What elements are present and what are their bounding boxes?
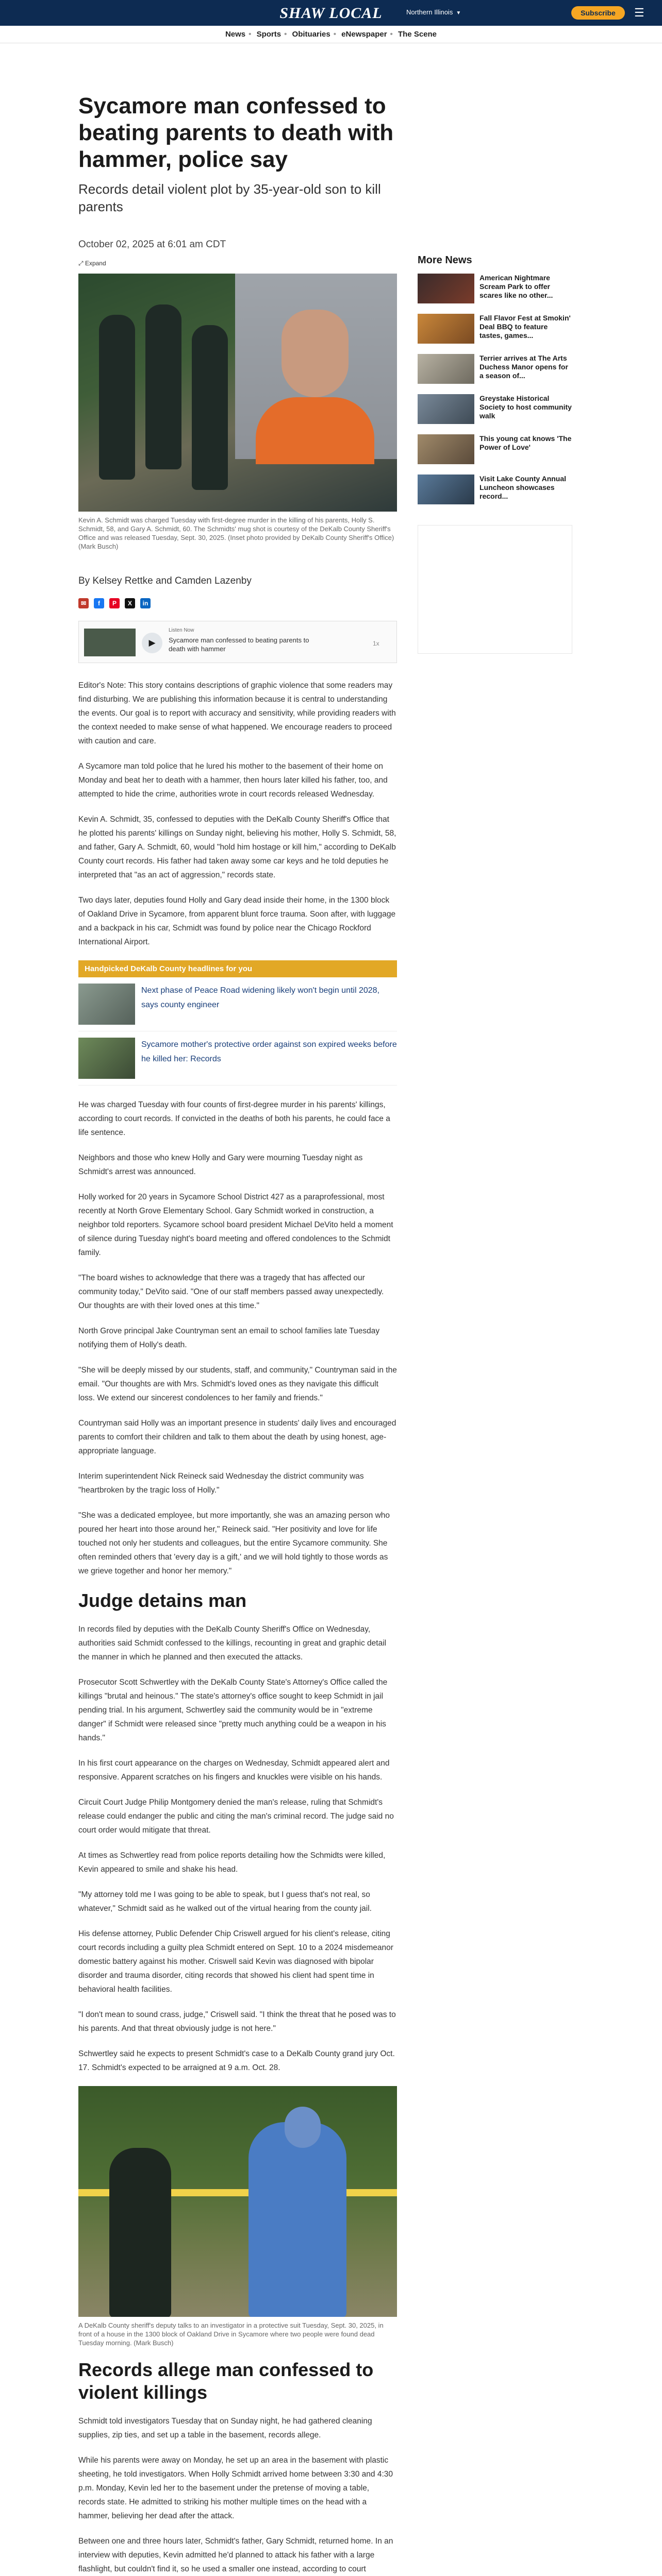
article-date: October 02, 2025 at 6:01 am CDT (78, 239, 226, 250)
article-paragraph: Holly worked for 20 years in Sycamore School District 427 as a paraprofessional, most recently at North Grove Elementary School. Gary Schmidt worked in construction, a neighbor told reporters. Sycamore school board president Michael DeVito held a moment of silence during Tuesday night's board meeting and offered condolences to the Schmidt family. (78, 1193, 393, 1257)
more-news-thumbnail (418, 474, 474, 504)
more-news-item[interactable] (418, 314, 572, 344)
headline-link[interactable]: Sycamore mother's protective order against son expired weeks before he killed her: Records (141, 1040, 397, 1063)
expand-icon: ⤢ (78, 260, 85, 267)
more-news-thumbnail (418, 394, 474, 424)
mugshot-inset (235, 274, 397, 459)
photo-figure (285, 2107, 321, 2148)
article-paragraph: Interim superintendent Nick Reineck said Wednesday the district community was "heartbroken by the tragic loss of Holly." (78, 1472, 364, 1495)
share-bar (78, 598, 397, 608)
headline-thumbnail (78, 984, 135, 1025)
article-paragraph: "She was a dedicated employee, but more importantly, she was an amazing person who poured her heart into those around her," Reineck said. "Her positivity and love for life touched not only her students and colleagues, but the entire Sycamore community. She often reminded others that 'every day is a gift,' and we will hold tightly to those words as we grieve together and honor her memory." (78, 1511, 390, 1575)
subscribe-button[interactable]: Subscribe (571, 6, 625, 20)
nav-item-obituaries[interactable]: Obituaries (292, 30, 330, 39)
chevron-down-icon: ▼ (456, 10, 461, 16)
nav-separator: • (390, 30, 393, 39)
article-paragraph: Neighbors and those who knew Holly and Gary were mourning Tuesday night as Schmidt's arrest was announced. (78, 1154, 363, 1176)
nav-separator: • (249, 30, 252, 39)
scene-photo[interactable] (78, 2086, 397, 2317)
photo-figure (99, 315, 135, 480)
more-news-link[interactable]: Terrier arrives at The Arts Duchess Manor opens for a season of... (479, 354, 568, 380)
site-logo[interactable]: SHAW LOCAL (279, 5, 383, 22)
audio-label: Listen Now (169, 628, 194, 633)
more-news-link[interactable]: Fall Flavor Fest at Smokin' Deal BBQ to feature tastes, games... (479, 314, 571, 340)
audio-thumbnail (84, 629, 136, 656)
article-subhead: Records detail violent plot by 35-year-old son to kill parents (78, 181, 381, 214)
article-paragraph: His defense attorney, Public Defender Chip Criswell argued for his client's release, citing court records including a guilty plea Schmidt entered on Sept. 10 to a 2024 misdemeanor domestic battery against his mother. Criswell said Kevin was diagnosed with bipolar disorder and trauma disorder, citing records that showed his client had spent time in behavioral health facilities. (78, 1929, 393, 1994)
photo-figure (109, 2148, 171, 2317)
more-news-title: More News (418, 255, 472, 266)
photo-figure (249, 2122, 346, 2317)
main-nav (0, 26, 662, 43)
photo-figure (145, 304, 181, 469)
article-paragraph: Schmidt told investigators Tuesday that on Sunday night, he had gathered cleaning supplies, zip ties, and set up a table in the basement, records allege. (78, 2417, 372, 2439)
handpicked-headlines (78, 960, 397, 1086)
article (78, 93, 397, 2576)
more-news-item[interactable] (418, 474, 572, 504)
article-paragraph: Two days later, deputies found Holly and Gary dead inside their home, in the 1300 block of Oakland Drive in Sycamore, from apparent blunt force trauma. Soon after, with luggage and a backpack in his car, Schmidt was found by police near the Chicago Rockford International Airport. (78, 896, 396, 946)
headline-thumbnail (78, 1038, 135, 1079)
section-heading: Judge detains man (78, 1590, 247, 1611)
lead-photo-caption: Kevin A. Schmidt was charged Tuesday with first-degree murder in the killing of his parents, Holly S. Schmidt, 58, and Gary A. Schmidt, 60. The Schmidts' mug shot is courtesy of the DeKalb County Sheriff's Office and was released Tuesday, Sept. 30, 2025. (Inset photo provided by DeKalb County Sheriff's Office) (Mark Busch) (78, 516, 394, 550)
pinterest-icon[interactable]: P (109, 598, 120, 608)
article-paragraph: At times as Schwertley read from police reports detailing how the Schmidts were killed, Kevin appeared to smile and shake his head. (78, 1851, 386, 1874)
mugshot-face (282, 310, 349, 397)
article-paragraph: Kevin A. Schmidt, 35, confessed to deputies with the DeKalb County Sheriff's Office that he plotted his parents' killings on Sunday night, believing his mother, Holly S. Schmidt, 58, and father, Gary A. Schmidt, 60, would "hold him hostage or kill him," according to DeKalb County court records. His father had taken away some car keys and he told deputies he interpreted that "as an act of aggression," records state. (78, 815, 396, 879)
site-header (0, 0, 662, 26)
more-news-link[interactable]: American Nightmare Scream Park to offer scares like no other... (479, 274, 553, 299)
sidebar (418, 255, 572, 654)
email-icon[interactable]: ✉ (78, 598, 89, 608)
article-paragraph: In his first court appearance on the charges on Wednesday, Schmidt appeared alert and responsive. Apparent scratches on his fingers and knuckles were visible on his hands. (78, 1759, 390, 1782)
audio-speed[interactable]: 1x (373, 640, 379, 647)
linkedin-icon[interactable]: in (140, 598, 151, 608)
article-headline: Sycamore man confessed to beating parents to death with hammer, police say (78, 93, 394, 172)
editors-note: Editor's Note: This story contains descriptions of graphic violence that some readers may find disturbing. We are publishing this information because it is central to understanding the events. Our goal is to report with accuracy and sensitivity, while providing readers with the context needed to make sense of what happened. We encourage readers to proceed with caution and care. (78, 681, 396, 745)
expand-label: Expand (85, 260, 106, 267)
more-news-item[interactable] (418, 354, 572, 384)
more-news-item[interactable] (418, 434, 572, 464)
article-paragraph: While his parents were away on Monday, he set up an area in the basement with plastic sheeting, he told investigators. When Holly Schmidt arrived home between 3:30 and 4:30 p.m. Monday, Kevin led her to the basement under the pretense of moving a table, records state. He admitted to striking his mother multiple times on the head with a hammer, believing her dead after the attack. (78, 2456, 393, 2520)
more-news-thumbnail (418, 434, 474, 464)
headline-item[interactable] (78, 977, 397, 1031)
article-paragraph: "My attorney told me I was going to be able to speak, but I guess that's not real, so whatever," Schmidt said as he walked out of the virtual hearing from the county jail. (78, 1890, 372, 1913)
nav-item-enewspaper[interactable]: eNewspaper (341, 30, 387, 39)
more-news-item[interactable] (418, 274, 572, 303)
article-paragraph: Circuit Court Judge Philip Montgomery denied the man's release, ruling that Schmidt's release could endanger the public and citing the man's criminal record. The judge said no court order would mitigate that threat. (78, 1798, 394, 1835)
section-heading: Records allege man confessed to violent killings (78, 2359, 374, 2403)
more-news-link[interactable]: Greystake Historical Society to host community walk (479, 394, 572, 420)
facebook-icon[interactable]: f (94, 598, 104, 608)
nav-separator: • (284, 30, 287, 39)
more-news-link[interactable]: Visit Lake County Annual Luncheon showcases record... (479, 474, 567, 500)
nav-separator: • (333, 30, 336, 39)
article-paragraph: North Grove principal Jake Countryman sent an email to school families late Tuesday notifying them of Holly's death. (78, 1327, 380, 1349)
article-paragraph: "I don't mean to sound crass, judge," Criswell said. "I think the threat that he posed was to his parents. And that threat obviously judge is not here." (78, 2010, 396, 2033)
article-paragraph: A Sycamore man told police that he lured his mother to the basement of their home on Monday and beat her to death with a hammer, then hours later killed his father, too, and attempted to hide the crime, authorities wrote in court records released Wednesday. (78, 762, 388, 799)
play-icon[interactable]: ▶ (142, 633, 162, 653)
photo-figure (192, 325, 228, 490)
lead-photo[interactable] (78, 274, 397, 512)
article-paragraph: Schwertley said he expects to present Schmidt's case to a DeKalb County grand jury Oct. 17. Schmidt's expected to be arraigned at 9 a.m. Oct. 28. (78, 2049, 395, 2072)
menu-icon[interactable]: ☰ (634, 6, 644, 19)
scene-photo-caption: A DeKalb County sheriff's deputy talks to an investigator in a protective suit Tuesday, Sept. 30, 2025, in front of a house in the 1300 block of Oakland Drive in Sycamore where two people were found dead Tuesday morning. (Mark Busch) (78, 2321, 384, 2347)
more-news-link[interactable]: This young cat knows 'The Power of Love' (479, 434, 572, 451)
nav-item-sports[interactable]: Sports (256, 30, 282, 39)
expand-button[interactable] (78, 260, 397, 267)
audio-title: Sycamore man confessed to beating parents to death with hammer (169, 636, 309, 653)
byline: By Kelsey Rettke and Camden Lazenby (78, 575, 252, 586)
nav-item-the-scene[interactable]: The Scene (398, 30, 437, 39)
region-label: Northern Illinois (406, 8, 453, 16)
more-news-thumbnail (418, 274, 474, 303)
ad-slot[interactable] (418, 525, 572, 654)
article-paragraph: He was charged Tuesday with four counts of first-degree murder in his parents' killings, according to court records. If convicted in the deaths of both his parents, he could face a life sentence. (78, 1100, 390, 1137)
article-paragraph: Prosecutor Scott Schwertley with the DeKalb County State's Attorney's Office called the killings "brutal and heinous." The state's attorney's office sought to keep Schmidt in jail pending trial. In his argument, Schwertley said the community would be in "extreme danger" if Schmidt were released since "pretty much anything could be a weapon in his hands." (78, 1678, 388, 1742)
more-news-item[interactable] (418, 394, 572, 424)
headline-item[interactable] (78, 1031, 397, 1086)
article-paragraph: In records filed by deputies with the DeKalb County Sheriff's Office on Wednesday, authorities said Schmidt confessed to the killings, recounting in great and graphic detail the manner in which he planned and then executed the attacks. (78, 1625, 387, 1662)
article-paragraph: Between one and three hours later, Schmidt's father, Gary Schmidt, returned home. In an interview with deputies, Kevin admitted he'd planned to attack his father with a large flashlight, but couldn't find it, so he used a smaller one instead, according to court (78, 2537, 393, 2573)
more-news-thumbnail (418, 314, 474, 344)
more-news-thumbnail (418, 354, 474, 384)
x-icon[interactable]: X (125, 598, 135, 608)
audio-player (78, 621, 397, 663)
article-paragraph: Countryman said Holly was an important presence in students' daily lives and encouraged parents to comfort their children and talk to them about the death by using honest, age-appropriate language. (78, 1419, 396, 1455)
region-selector[interactable] (406, 8, 461, 16)
nav-item-news[interactable]: News (225, 30, 246, 39)
headline-link[interactable]: Next phase of Peace Road widening likely won't begin until 2028, says county engineer (141, 986, 380, 1009)
article-paragraph: "The board wishes to acknowledge that there was a tragedy that has affected our community today," DeVito said. "One of our staff members passed away unexpectedly. Our thoughts are with their loved ones at this time." (78, 1274, 384, 1310)
article-paragraph: "She will be deeply missed by our students, staff, and community," Countryman said in the email. "Our thoughts are with Mrs. Schmidt's loved ones as they navigate this difficult loss. We extend our sincerest condolences to her family and friends." (78, 1366, 397, 1402)
mugshot-body (256, 397, 374, 464)
handpicked-headlines-title: Handpicked DeKalb County headlines for you (78, 960, 397, 977)
